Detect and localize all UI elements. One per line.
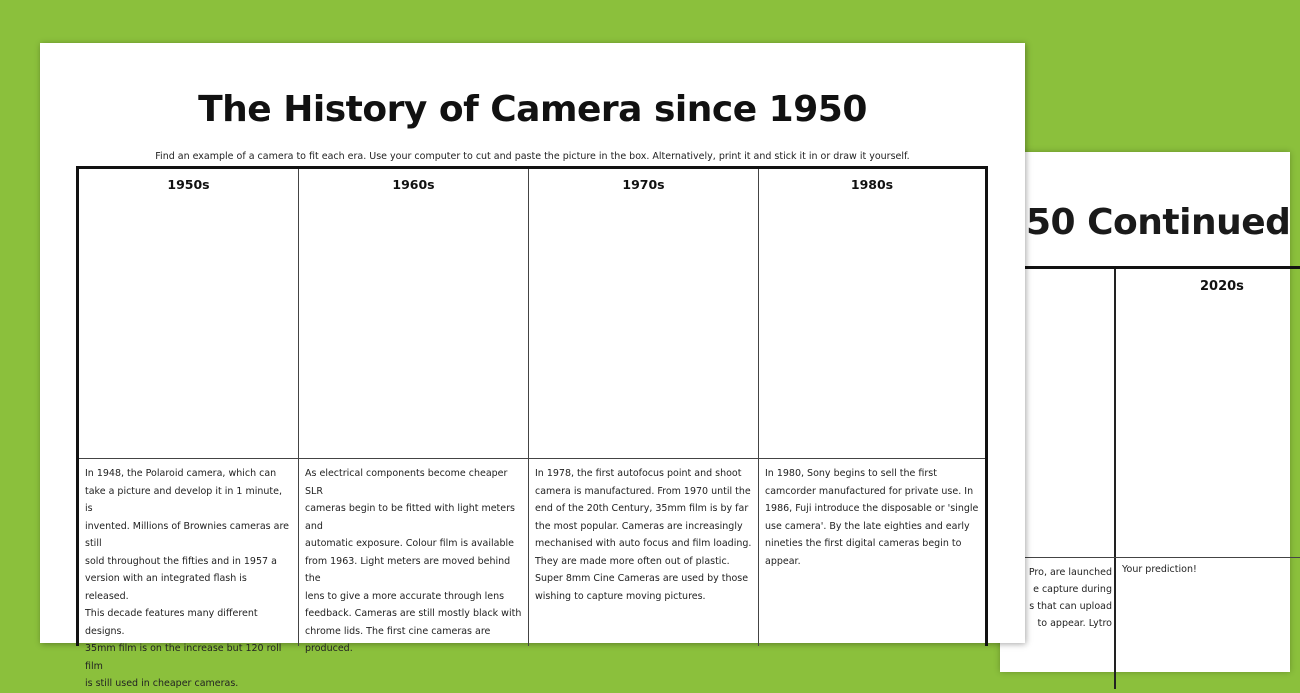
- column-1960s: [299, 169, 529, 654]
- row-divider: [759, 458, 985, 459]
- image-drop-area[interactable]: [299, 195, 528, 457]
- column-header: 1970s: [622, 177, 665, 192]
- image-drop-area[interactable]: [759, 195, 985, 457]
- row-divider: [79, 458, 298, 459]
- back-column-divider: [1114, 269, 1116, 689]
- prediction-label: Your prediction!: [1122, 564, 1197, 575]
- column-description: In 1980, Sony begins to sell the first camcorder manufactured for private use. In 1986, Fuji introduce the disposable or 'single use camera'. By the late eighties and early nineties the first digital cameras begin to appear.: [765, 468, 979, 567]
- column-1980s: [759, 169, 985, 646]
- column-description: In 1978, the first autofocus point and shoot camera is manufactured. From 1970 until the end of the 20th Century, 35mm film is by far the most popular. Cameras are increasingly mechanised with auto focus and film loading. They are made more often out of plastic. Super 8mm Cine Cameras are used by those wishing to capture moving pictures.: [535, 468, 752, 602]
- row-divider: [299, 458, 528, 459]
- column-1950s: [79, 169, 299, 689]
- page-title: The History of Camera since 1950: [198, 89, 867, 130]
- back-previous-column-text: Pro, are launched e capture during s that can upload to appear. Lytro: [1028, 567, 1112, 629]
- front-worksheet: [40, 43, 1025, 689]
- back-worksheet: [1000, 152, 1290, 672]
- back-page-title: 50 Continued: [1026, 202, 1291, 243]
- instructions: Find an example of a camera to fit each era. Use your computer to cut and paste the picture in the box. Alternatively, print it and stick it in or draw it yourself.: [155, 151, 910, 162]
- column-description: In 1948, the Polaroid camera, which can take a picture and develop it in 1 minute, is invented. Millions of Brownies cameras are still sold throughout the fifties and in 1957 a version with an integrated flash is released. This decade features many different designs. 35mm film is on the increase but 120 roll film is still used in cheaper cameras.: [85, 468, 289, 689]
- column-header: 1960s: [392, 177, 435, 192]
- back-row-divider: [1000, 557, 1300, 558]
- column-description: As electrical components become cheaper SLR cameras begin to be fitted with light meters and automatic exposure. Colour film is available from 1963. Light meters are moved behind the lens to give a more accurate through lens feedback. Cameras are still mostly black with chrome lids. The first cine cameras are produced.: [305, 468, 522, 654]
- column-header: 1950s: [167, 177, 210, 192]
- row-divider: [529, 458, 758, 459]
- back-column-header-2020s: 2020s: [1200, 279, 1244, 294]
- image-drop-area[interactable]: [79, 195, 298, 457]
- column-1970s: [529, 169, 759, 646]
- timeline-table: [76, 166, 988, 689]
- image-drop-area[interactable]: [529, 195, 758, 457]
- column-header: 1980s: [850, 177, 894, 192]
